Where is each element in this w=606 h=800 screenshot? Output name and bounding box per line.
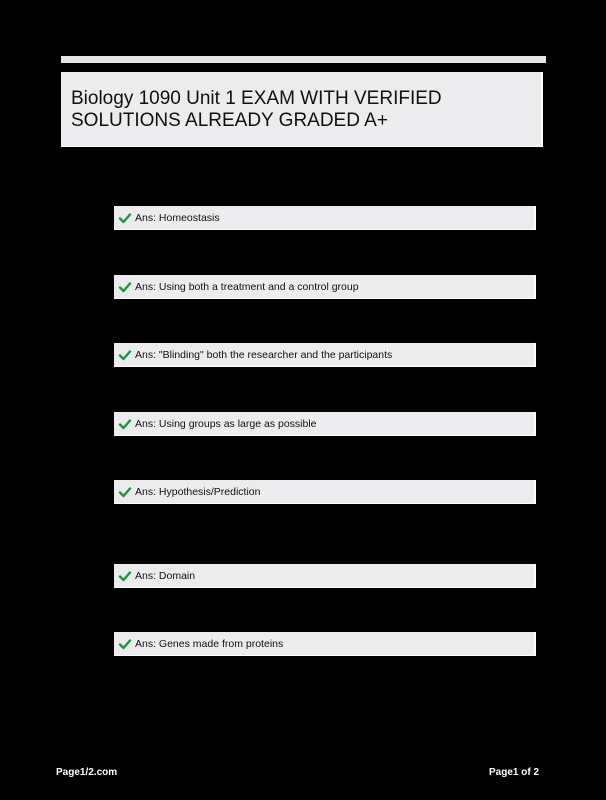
top-divider xyxy=(61,56,546,63)
answer-box-4 xyxy=(114,412,536,436)
check-icon xyxy=(118,569,132,583)
answer-box-5 xyxy=(114,480,536,504)
answer-text: Ans: Hypothesis/Prediction xyxy=(135,485,261,498)
check-icon xyxy=(118,211,132,225)
answer-text: Ans: Domain xyxy=(135,569,196,582)
answer-box-2 xyxy=(114,275,536,299)
answer-text: Ans: Homeostasis xyxy=(135,211,220,224)
check-icon xyxy=(118,280,132,294)
answer-text: Ans: Genes made from proteins xyxy=(135,637,284,650)
answer-text: Ans: Using groups as large as possible xyxy=(135,417,317,430)
check-icon xyxy=(118,485,132,499)
answer-text: Ans: "Blinding" both the researcher and the participants xyxy=(135,348,393,361)
footer-right-text: Page1 of 2 xyxy=(489,767,540,778)
check-icon xyxy=(118,637,132,651)
title-box xyxy=(61,72,543,147)
check-icon xyxy=(118,417,132,431)
answer-box-6 xyxy=(114,564,536,588)
check-icon xyxy=(118,348,132,362)
footer-left-text: Page1/2.com xyxy=(56,767,118,778)
answer-box-1 xyxy=(114,206,536,230)
answer-box-7 xyxy=(114,632,536,656)
page-title: Biology 1090 Unit 1 EXAM WITH VERIFIED SOLUTIONS ALREADY GRADED A+ xyxy=(71,88,442,131)
answer-text: Ans: Using both a treatment and a control group xyxy=(135,280,359,293)
answer-box-3 xyxy=(114,343,536,367)
